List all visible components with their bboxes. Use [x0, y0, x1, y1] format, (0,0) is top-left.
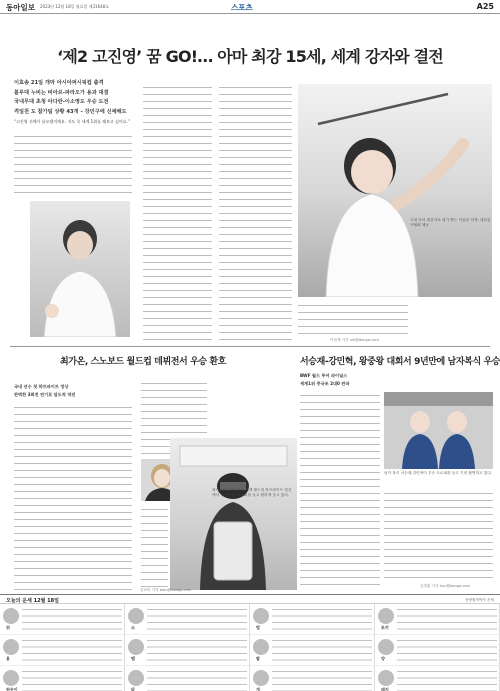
- rabbit-icon: [378, 608, 394, 624]
- sign-name: 원숭이: [6, 687, 18, 691]
- sign-name: 용: [6, 656, 10, 661]
- horoscope-cell: [250, 666, 375, 691]
- horoscope-text: [147, 637, 247, 663]
- deck-line: 국내무대 초청 아다란-이소영도 우승 도전: [14, 99, 109, 106]
- sign-name: 돼지: [381, 687, 389, 691]
- player-portrait-photo: [30, 201, 130, 337]
- horoscope-text: [22, 668, 122, 691]
- badminton-story-title: 서승재-강민혁, 왕중왕 대회서 9년만에 남자복식 우승: [300, 357, 500, 367]
- body-text-column: [141, 506, 168, 590]
- horoscope-cell: [125, 635, 250, 666]
- sign-name: 범: [256, 625, 260, 630]
- main-deck: [14, 79, 132, 118]
- body-text-column: [300, 392, 380, 588]
- dragon-icon: [3, 639, 19, 655]
- golfer-main-photo: [298, 84, 492, 297]
- tiger-icon: [253, 608, 269, 624]
- horoscope-cell: [125, 666, 250, 691]
- snowboard-photo-caption: 최가온이 17일 중국 세계 월드컵 하프파이프 결선에서 우승한 뒤 트로피를 들고 환하게 웃고 있다.: [212, 488, 292, 498]
- section-title: 스포츠: [231, 3, 253, 12]
- horoscope-cell: [250, 604, 375, 635]
- horoscope-text: [22, 637, 122, 663]
- main-photo-credit: 이헌재 기자 uni@donga.com: [330, 338, 379, 342]
- horoscope-cell: [375, 635, 500, 666]
- ox-icon: [128, 608, 144, 624]
- horoscope-source: 동양철학박사 운세: [465, 598, 494, 602]
- badminton-deck: [300, 372, 380, 388]
- monkey-icon: [3, 670, 19, 686]
- section-divider: [10, 346, 490, 347]
- snowboard-illustration: [170, 438, 297, 590]
- deck-line: 세계1위 중국조 2대0 완파: [300, 381, 350, 386]
- dog-icon: [253, 670, 269, 686]
- page-number: A25: [476, 2, 494, 11]
- snowboard-story-title: 최가온, 스노보드 월드컵 데뷔전서 우승 환호: [60, 357, 226, 367]
- snowboard-podium-photo: [170, 438, 297, 590]
- body-text-column: [14, 404, 132, 590]
- rooster-icon: [128, 670, 144, 686]
- horoscope-date: 12월 18일: [33, 598, 59, 604]
- snowboard-credit: 임보미 기자 bom@donga.com: [140, 588, 192, 592]
- pig-icon: [378, 670, 394, 686]
- horoscope-cell: [0, 604, 125, 635]
- page-header: [0, 0, 500, 14]
- horoscope-cell: [250, 635, 375, 666]
- sign-name: 양: [381, 656, 385, 661]
- deck-line: 완벽한 3회전 연기로 압도적 역전: [14, 392, 76, 397]
- sign-name: 토끼: [381, 625, 389, 630]
- body-text-column: [143, 84, 212, 342]
- body-text-column: [384, 490, 493, 582]
- body-text-column: [298, 302, 408, 336]
- deck-line: 국내 선수 첫 하프파이프 정상: [14, 384, 69, 389]
- sign-name: 쥐: [6, 625, 10, 630]
- sign-name: 닭: [131, 687, 135, 691]
- sheep-icon: [378, 639, 394, 655]
- sign-name: 말: [256, 656, 260, 661]
- deck-line: BWF 월드 투어 파이널스: [300, 373, 348, 378]
- sign-name: 소: [131, 625, 135, 630]
- portrait-illustration: [30, 201, 130, 337]
- horoscope-grid: [0, 604, 500, 691]
- main-headline: ‘제2 고진영’ 꿈 GO!… 아마 최강 15세, 세계 강자와 결전: [57, 47, 443, 66]
- deck-line: 격일천 도 참가팀 상황 43개 – 강민구에 신예해도: [14, 109, 127, 116]
- main-photo-caption: 국내 아마 최강자로 평가 받는 이효송 학생. 대한골프협회 제공: [410, 218, 491, 228]
- horoscope-text: [22, 606, 122, 632]
- horoscope-bar: [0, 594, 500, 604]
- badminton-credit: 김정훈 기자 hun@donga.com: [420, 584, 471, 588]
- sign-name: 개: [256, 687, 260, 691]
- horoscope-cell: [375, 666, 500, 691]
- horoscope-cell: [125, 604, 250, 635]
- date-line: 2023년 12월 18일 월요일 제31648호: [40, 4, 110, 9]
- horoscope-text: [147, 606, 247, 632]
- deck-line: 이효송 21일 개막 아시아퍼시픽컵 출격: [14, 80, 104, 86]
- main-lead: “고진영 선배가 롤모델이에요. 저도 꼭 세계 1위를 해보고 싶어요.”: [14, 119, 131, 124]
- horoscope-cell: [0, 635, 125, 666]
- badminton-podium-photo: [384, 392, 493, 469]
- body-text-column: [219, 84, 292, 342]
- sign-name: 뱀: [131, 656, 135, 661]
- horoscope-text: [272, 668, 372, 691]
- horoscope-text: [272, 606, 372, 632]
- deck-line: 블루대 누비는 비아르-파라오가 용과 대결: [14, 89, 109, 96]
- rat-icon: [3, 608, 19, 624]
- horoscope-text: [397, 668, 497, 691]
- horoscope-title: 오늘의 운세: [6, 598, 32, 604]
- horoscope-cell: [375, 604, 500, 635]
- horoscope-text: [397, 637, 497, 663]
- newspaper-logo: 동아일보: [6, 3, 35, 12]
- badminton-illustration: [384, 392, 493, 469]
- horoscope-text: [272, 637, 372, 663]
- badminton-photo-caption: 남자 복식 서승재-강민혁이 우승 트로피를 들고 기념 촬영하고 있다.: [384, 471, 493, 475]
- horoscope-text: [397, 606, 497, 632]
- body-text-column: [14, 133, 132, 193]
- golfer-illustration: [298, 84, 492, 297]
- horse-icon: [253, 639, 269, 655]
- horoscope-text: [147, 668, 247, 691]
- snake-icon: [128, 639, 144, 655]
- horoscope-label: [6, 597, 59, 604]
- snowboard-deck: [14, 383, 132, 399]
- horoscope-cell: [0, 666, 125, 691]
